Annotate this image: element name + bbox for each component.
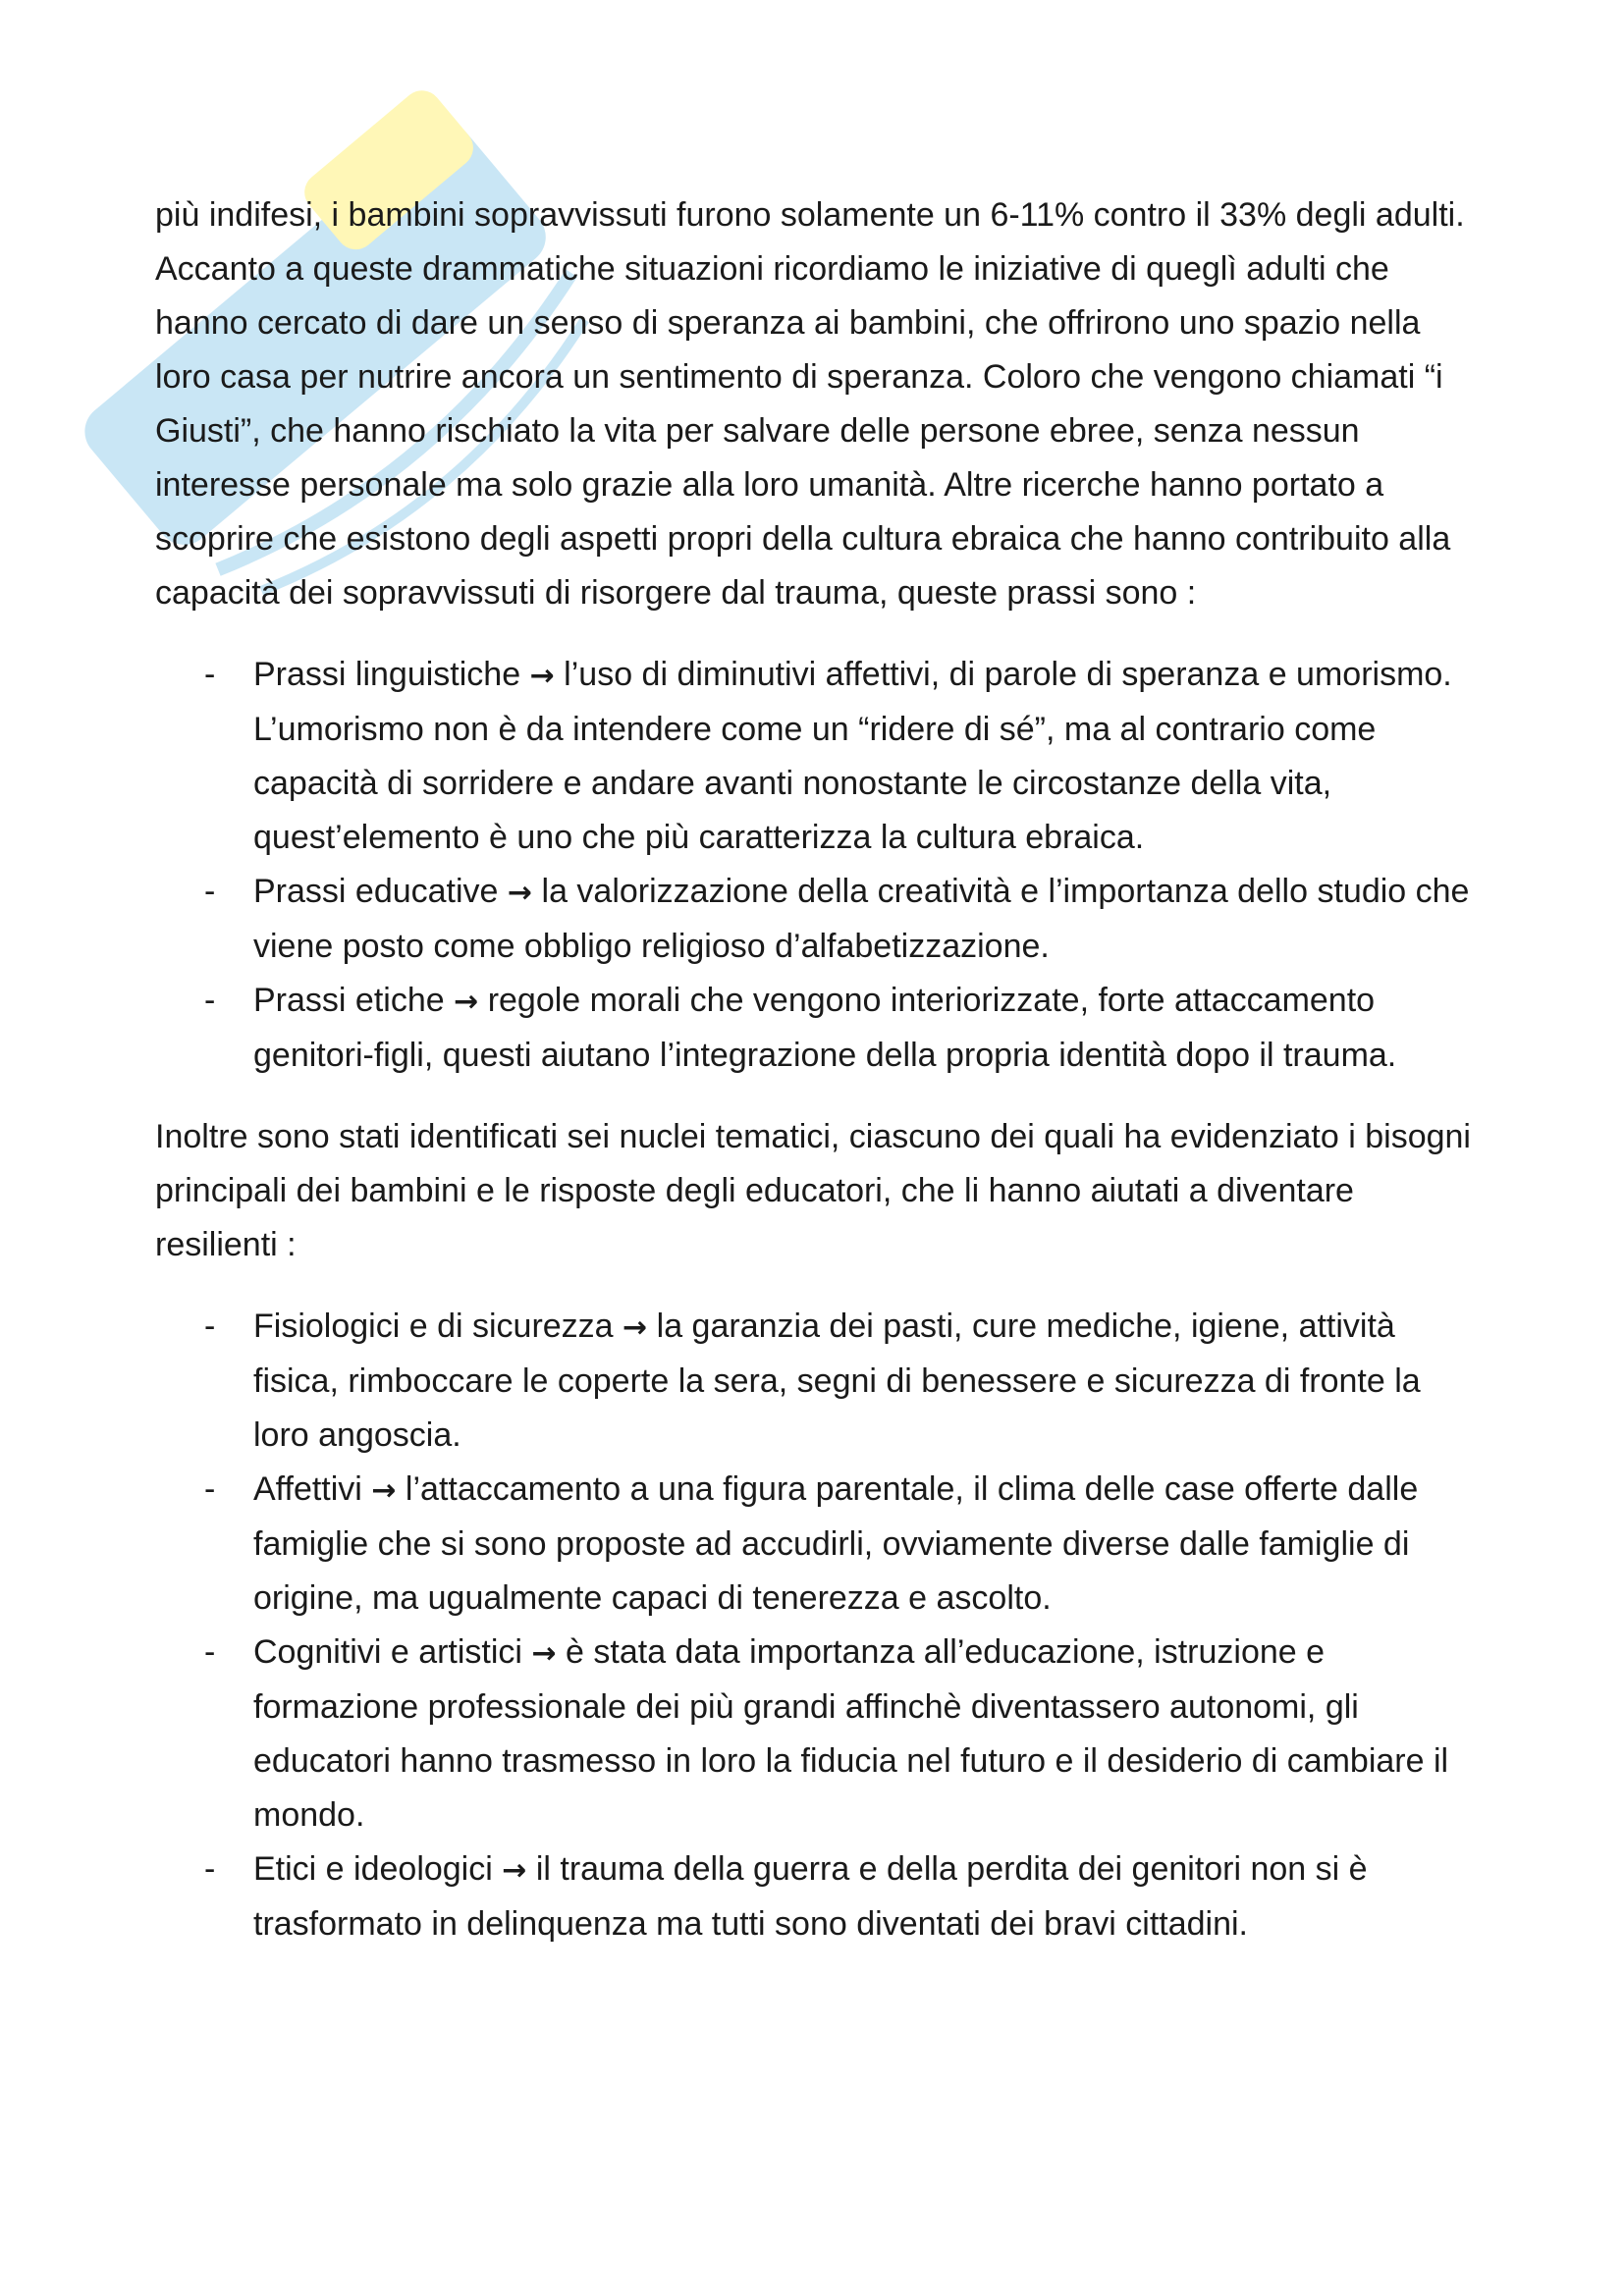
- list-item: [155, 1842, 1481, 1951]
- item-term: Prassi educative: [253, 873, 499, 910]
- arrow-right-icon: →: [507, 876, 533, 910]
- bullet-dash: -: [204, 1633, 216, 1671]
- item-text: è stata data importanza all’educazione, istruzione e formazione professionale dei più grandi affinchè diventassero autonomi, gli educatori hanno trasmesso in loro la fiducia nel futuro e il desiderio di cambiare il mondo.: [253, 1633, 1449, 1834]
- item-term: Etici e ideologici: [253, 1850, 493, 1888]
- bullet-dash: -: [204, 1308, 216, 1345]
- nuclei-paragraph: Inoltre sono stati identificati sei nuclei tematici, ciascuno dei quali ha evidenziato i bisogni principali dei bambini e le risposte degli educatori, che li hanno aiutati a diventare resilienti :: [155, 1118, 1471, 1263]
- bullet-dash: -: [204, 873, 216, 910]
- list-item: [155, 865, 1481, 974]
- prassi-list: [155, 648, 1481, 1083]
- arrow-right-icon: →: [454, 985, 479, 1019]
- list-item: [155, 974, 1481, 1083]
- bullet-dash: -: [204, 982, 216, 1019]
- document-page: [155, 188, 1481, 1951]
- item-term: Prassi linguistiche: [253, 656, 521, 693]
- item-term: Affettivi: [253, 1470, 362, 1508]
- list-item: [155, 648, 1481, 865]
- arrow-right-icon: →: [623, 1310, 648, 1345]
- bullet-dash: -: [204, 1470, 216, 1508]
- arrow-right-icon: →: [502, 1853, 527, 1888]
- list-item: [155, 1626, 1481, 1842]
- item-text: regole morali che vengono interiorizzate, forte attaccamento genitori-figli, questi aiutano l’integrazione della propria identità dopo il trauma.: [253, 982, 1397, 1074]
- item-term: Cognitivi e artistici: [253, 1633, 522, 1671]
- bullet-dash: -: [204, 1850, 216, 1888]
- arrow-right-icon: →: [531, 1636, 557, 1671]
- item-text: la garanzia dei pasti, cure mediche, igiene, attività fisica, rimboccare le coperte la sera, segni di benessere e sicurezza di fronte la loro angoscia.: [253, 1308, 1421, 1454]
- bullet-dash: -: [204, 656, 216, 693]
- arrow-right-icon: →: [371, 1473, 397, 1508]
- list-item: [155, 1300, 1481, 1463]
- item-term: Prassi etiche: [253, 982, 445, 1019]
- bisogni-list: [155, 1300, 1481, 1951]
- list-item: [155, 1463, 1481, 1626]
- item-text: il trauma della guerra e della perdita dei genitori non si è trasformato in delinquenza ma tutti sono diventati dei bravi cittadini.: [253, 1850, 1368, 1943]
- item-text: l’uso di diminutivi affettivi, di parole di speranza e umorismo. L’umorismo non è da intendere come un “ridere di sé”, ma al contrario come capacità di sorridere e andare avanti nonostante le circostanze della vita, quest’elemento è uno che più caratterizza la cultura ebraica.: [253, 656, 1452, 856]
- intro-paragraph: più indifesi, i bambini sopravvissuti furono solamente un 6-11% contro il 33% degli adulti. Accanto a queste drammatiche situazioni ricordiamo le iniziative di queglì adulti che hanno cercato di dare un senso di speranza ai bambini, che offrirono uno spazio nella loro casa per nutrire ancora un sentimento di speranza. Coloro che vengono chiamati “i Giusti”, che hanno rischiato la vita per salvare delle persone ebree, senza nessun interesse personale ma solo grazie alla loro umanità. Altre ricerche hanno portato a scoprire che esistono degli aspetti propri della cultura ebraica che hanno contribuito alla capacità dei sopravvissuti di risorgere dal trauma, queste prassi sono :: [155, 196, 1465, 612]
- item-term: Fisiologici e di sicurezza: [253, 1308, 614, 1345]
- item-text: la valorizzazione della creatività e l’importanza dello studio che viene posto come obbligo religioso d’alfabetizzazione.: [253, 873, 1470, 965]
- item-text: l’attaccamento a una figura parentale, il clima delle case offerte dalle famiglie che si sono proposte ad accudirli, ovviamente diverse dalle famiglie di origine, ma ugualmente capaci di tenerezza e ascolto.: [253, 1470, 1419, 1617]
- arrow-right-icon: →: [529, 659, 555, 693]
